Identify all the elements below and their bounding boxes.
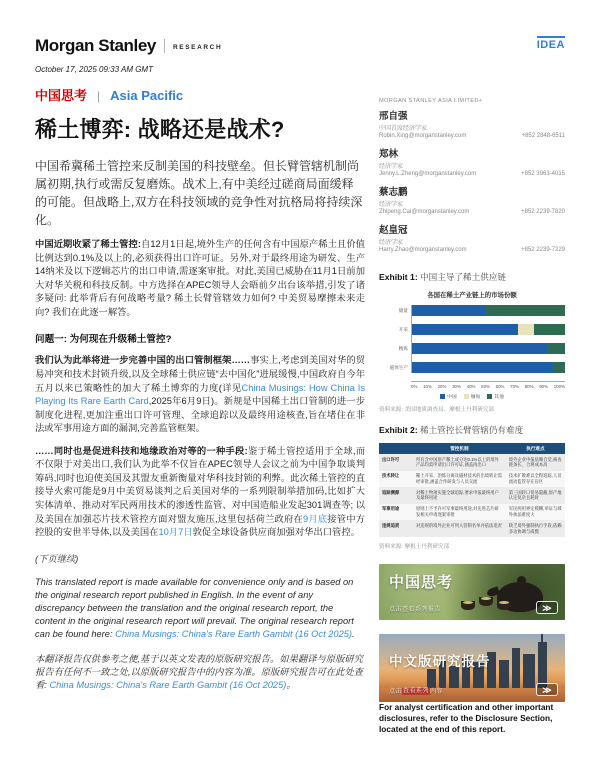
- paragraph-1-lead: 中国近期收紧了稀土管控:: [35, 239, 141, 249]
- chart-bar-segment: [485, 305, 565, 316]
- banner-china-musings[interactable]: [379, 564, 565, 620]
- exhibit2-title: 稀土管控长臂管辖仍有难度: [420, 425, 524, 435]
- legend-swatch-icon: [464, 394, 469, 399]
- table-cell: 第三国转口贸易隐蔽,原产地认定复杂且耗时: [506, 487, 565, 504]
- table-cell: 境外企业申报依赖自觉,核查链条长、合规成本高: [506, 454, 565, 471]
- paragraph-1-text: 自12月1日起,境外生产的任何含有中国原产稀土且价值比例达到0.1%及以上的,必须获得出口许可证。另外,对于最终用途为研发、生产14纳米及以下逻辑芯片的出口申请,需逐案审批。对此,美国已威胁在11月1日前加大对华关税和科技反制。中方选择在APEC领导人会晤前夕出台该举措,引发了诸多疑问: 此举背后有何战略考量? 稀土长臂管辖效力如何? 中美贸易摩擦未来走向? 我们在此逐一解答。: [35, 239, 365, 317]
- table-cell: 技术扩散难以全程追踪,人员流动监管存在盲区: [506, 471, 565, 488]
- legend-swatch-icon: [487, 394, 492, 399]
- original-report-link-en[interactable]: China Musings: China's Rare Earth Gambit (16 Oct 2025): [115, 629, 353, 640]
- chart-legend-item: 缅甸: [464, 393, 481, 400]
- exhibit1-label: Exhibit 1:: [379, 272, 418, 282]
- analyst-name: 郑林: [379, 149, 399, 160]
- analyst-name: 赵皇冠: [379, 225, 408, 236]
- chart-title: 各国在稀土产业链上的市场份额: [427, 292, 517, 299]
- paragraph-3: [35, 445, 365, 540]
- exhibit2-source: 资料来源: 摩根士丹利研究部: [379, 543, 450, 550]
- analyst-card: [379, 108, 565, 139]
- chart-x-tick: 20%: [437, 384, 447, 389]
- chart-bar-segment: [412, 324, 518, 335]
- sidebar-column: [379, 85, 565, 745]
- paragraph-3-text-3: 敦促全球设备供应商加强对华出口管控。: [192, 527, 360, 538]
- table-cell: 对违规的境外企业可列入管制名单并依法追责: [413, 520, 506, 537]
- series-row: [35, 85, 365, 104]
- table-row-label: 追踪溯源: [379, 487, 413, 504]
- region-label: Asia Pacific: [110, 88, 184, 103]
- paragraph-1: [35, 238, 365, 319]
- chart-plot-area: [389, 305, 565, 373]
- analyst-card: [379, 146, 565, 177]
- brand-divider: [164, 39, 165, 53]
- exhibit1-heading: [379, 271, 565, 283]
- translation-disclaimer-en: [35, 576, 365, 642]
- report-title: 稀土博弈: 战略还是战术?: [35, 117, 285, 142]
- chart-legend: [379, 393, 565, 400]
- october-7-link[interactable]: 10月7日: [158, 527, 193, 538]
- chart-x-tick: 80%: [524, 384, 534, 389]
- table-row-label: 违规追责: [379, 520, 413, 537]
- chart-x-tick: 60%: [495, 384, 505, 389]
- chart-legend-item: 其他: [487, 393, 504, 400]
- legend-swatch-icon: [440, 394, 445, 399]
- chart-bar-row: [398, 305, 565, 316]
- banner-subtitle-text: 点击: [389, 688, 403, 695]
- morgan-stanley-logo: Morgan Stanley: [35, 36, 156, 55]
- disclaimer-en-end: .: [352, 629, 355, 640]
- disclaimer-en-text: This translated report is made available for convenience only and is based on the original research report published in English. In the event of any discrepancy between the translation and the original research report, the content in the original research report will prevail. The original research report can be found here:: [35, 576, 354, 640]
- paragraph-3-text-2: 接管中方控股的安世半导体,以及美国在: [35, 513, 365, 538]
- analyst-phone: +852 2848-6511: [521, 133, 565, 139]
- analyst-card: [379, 184, 565, 215]
- analyst-card: [379, 222, 565, 253]
- chart-x-tick: 70%: [510, 384, 519, 389]
- analyst-email-link[interactable]: Zhipeng.Cai@morganstanley.com: [379, 209, 470, 215]
- exhibit2-heading: [379, 424, 565, 436]
- chart-bar-row: [389, 362, 565, 373]
- content-columns: [35, 85, 565, 745]
- exhibit2-label: Exhibit 2:: [379, 425, 418, 435]
- chart-category-label: 开采: [398, 326, 408, 332]
- banner-subtitle: [389, 686, 443, 695]
- continued-note: (下页继续): [35, 553, 79, 564]
- chart-category-label: 磁体生产: [389, 364, 408, 370]
- chart-category-label: 储量: [398, 307, 408, 313]
- chart-bar-row: [398, 343, 565, 354]
- firm-entity-label: MORGAN STANLEY ASIA LIMITED+: [379, 98, 483, 104]
- chart-x-axis: [411, 381, 565, 389]
- series-name: 中国思考: [35, 88, 88, 103]
- analyst-phone: +852 2239-7229: [521, 247, 565, 253]
- table-header-cell: 管控机制: [413, 443, 506, 454]
- main-article-column: [35, 85, 365, 745]
- table-row: [379, 504, 565, 521]
- banner-subtitle: 点击查看系列报告: [389, 606, 442, 613]
- question-1-heading: 问题一: 为何现在升级稀土管控?: [35, 334, 172, 346]
- banner-title: 中国思考: [389, 573, 454, 591]
- paragraph-3-text: 鉴于稀土管控适用于全球,而不仅限于对美出口,我们认为此举不仅旨在APEC领导人会议之前为中国争取谈判筹码,同时也迫使美国及其盟友重新衡量对华科技封锁的利弊。此次稀土管控的直接导火索可能是9月中美贸易谈判之后美国对华的一系列限制举措加码,比如扩大实体清单、推动对军民两用技术的渗透性监管、对中国造船业发起301调查等; 以及美国在加强芯片技术管控方面对盟友施压,这里包括荷兰政府在: [35, 445, 365, 524]
- publication-date: October 17, 2025 09:33 AM GMT: [35, 65, 153, 74]
- analyst-email-link[interactable]: Robin.Xing@morganstanley.com: [379, 133, 467, 139]
- table-cell: 对稀土物项实施全球追踪,要求申报最终用户及最终用途: [413, 487, 506, 504]
- chart-bar-segment: [518, 324, 535, 335]
- exhibit1-title: 中国主导了稀土供应链: [420, 272, 507, 282]
- table-cell: 军民两用界定模糊,举证与域外执法难度大: [506, 504, 565, 521]
- analyst-phone: +852 2239-7820: [521, 209, 565, 215]
- table-cell: 稀土开采、冶炼分离及磁材技术的出境转让需经审批,涵盖合作研发与人员交流: [413, 471, 506, 488]
- analyst-email-link[interactable]: Jenny.L.Zheng@morganstanley.com: [379, 171, 477, 177]
- analyst-role: 经济学家: [379, 202, 404, 208]
- analyst-role: 经济学家: [379, 164, 404, 170]
- chart-x-tick: 90%: [539, 384, 548, 389]
- analyst-role: 经济学家: [379, 240, 404, 246]
- banner-chinese-research[interactable]: [379, 634, 565, 702]
- analyst-role: 中国首席经济学家: [379, 126, 428, 132]
- chevrons-icon: ≫: [536, 683, 558, 696]
- exhibit1-chart: [379, 290, 565, 400]
- chart-x-tick: 10%: [423, 384, 432, 389]
- series-pipe: |: [97, 89, 101, 103]
- paragraph-2-lead: 我们认为此举将进一步完善中国的出口管制框架……: [35, 355, 251, 366]
- banner-title: 中文版研究报告: [389, 653, 491, 669]
- table-cell: 缺乏境外强制执行手段,依赖多边协调与威慑: [506, 520, 565, 537]
- table-row-label: 技术转让: [379, 471, 413, 488]
- table-row: [379, 454, 565, 471]
- september-link[interactable]: 9月底: [302, 513, 328, 524]
- table-row-label: 出口许可: [379, 454, 413, 471]
- exhibit1-source: 资料来源: 美国地质调查局、摩根士丹利研究部: [379, 407, 494, 413]
- original-report-link-cn[interactable]: China Musings: China's Rare Earth Gambit (16 Oct 2025): [49, 680, 287, 690]
- chart-x-tick: 40%: [466, 384, 476, 389]
- table-row: [379, 520, 565, 537]
- chevrons-icon: ≫: [536, 601, 558, 614]
- chart-x-tick: 0%: [411, 384, 418, 389]
- banner-subtitle-text-2: 内容: [430, 688, 444, 695]
- table-row: [379, 471, 565, 488]
- table-row: [379, 487, 565, 504]
- report-header: [35, 36, 565, 56]
- chart-bar-segment: [547, 343, 565, 354]
- chart-category-label: 精炼: [398, 345, 408, 351]
- table-row-label: 军事用途: [379, 504, 413, 521]
- brand-lockup: [35, 36, 222, 56]
- chart-bar-segment: [412, 362, 553, 373]
- paragraph-3-lead: ……同时也是促进科技和地缘政治对等的一种手段:: [35, 445, 248, 456]
- report-abstract: 中国希冀稀土管控来反制美国的科技壁垒。但长臂管辖机制尚属初期,执行或需反复磨炼。战术上,有中美经过磋商局面缓释的可能。但战略上,双方在科技领域的竞争性对抗格局将持续深化。: [35, 159, 363, 227]
- exhibit2-table: [379, 443, 565, 537]
- chart-x-tick: 50%: [481, 384, 490, 389]
- disclosure-note: For analyst certification and other important disclosures, refer to the Disclosure Section, located at the end of this report.: [379, 701, 554, 734]
- analyst-name: 蔡志鹏: [379, 187, 408, 198]
- chart-bar-segment: [412, 305, 485, 316]
- chart-x-tick: 30%: [452, 384, 461, 389]
- analyst-name: 邢自强: [379, 111, 408, 122]
- paragraph-2: [35, 354, 365, 435]
- table-cell: 所有含中国原产稀土成分达0.1%以上的境外产品均需申请出口许可证,涵盖再出口: [413, 454, 506, 471]
- rare-earth-card-report-link[interactable]: China Musings: How China Is Playing Its Rare Earth Card: [35, 382, 365, 407]
- translation-disclaimer-cn: [35, 653, 365, 693]
- idea-logo: IDEA: [537, 36, 565, 51]
- analyst-phone: +852 3963-4015: [521, 171, 565, 177]
- chart-bar-segment: [534, 324, 565, 335]
- disclaimer-cn-end: 。: [286, 680, 296, 690]
- analyst-email-link[interactable]: Harry.Zhao@morganstanley.com: [379, 247, 467, 253]
- table-cell: 原则上不予许可军事最终用途,对先进芯片研发相关申请逐案审批: [413, 504, 506, 521]
- chart-bar-segment: [553, 362, 565, 373]
- table-header-cell: 执行难点: [506, 443, 565, 454]
- banner-subtitle-highlight: 查看系列: [403, 688, 430, 695]
- chart-legend-item: 中国: [440, 393, 457, 400]
- paragraph-2-text-2: ,2025年6月9日)。新规是中国稀土出口管制的进一步制度化进程,更加注重出口许可管理、全球追踪以及最终用途核查,旨在堵住在非法或军事用途方面的漏洞,完善监管框架。: [35, 396, 365, 434]
- disclaimer-cn-text: 本翻译报告仅供参考之便,基于以英文发表的原版研究报告。如果翻译与原版研究报告有任何不一致之处,以原版研究报告中的内容为准。原版研究报告可在此处查看:: [35, 653, 363, 690]
- chart-x-tick: 100%: [553, 384, 565, 389]
- chart-bar-row: [398, 324, 565, 335]
- paragraph-2-text: 事实上,考虑到美国对华的贸易冲突和技术封锁升级,以及全球稀土供应链“去中国化”进展缓慢,中国政府自今年五月以来已策略性的加大了稀土博弈的力度(详见: [35, 355, 365, 393]
- research-label: RESEARCH: [172, 43, 223, 51]
- chart-bar-segment: [412, 343, 547, 354]
